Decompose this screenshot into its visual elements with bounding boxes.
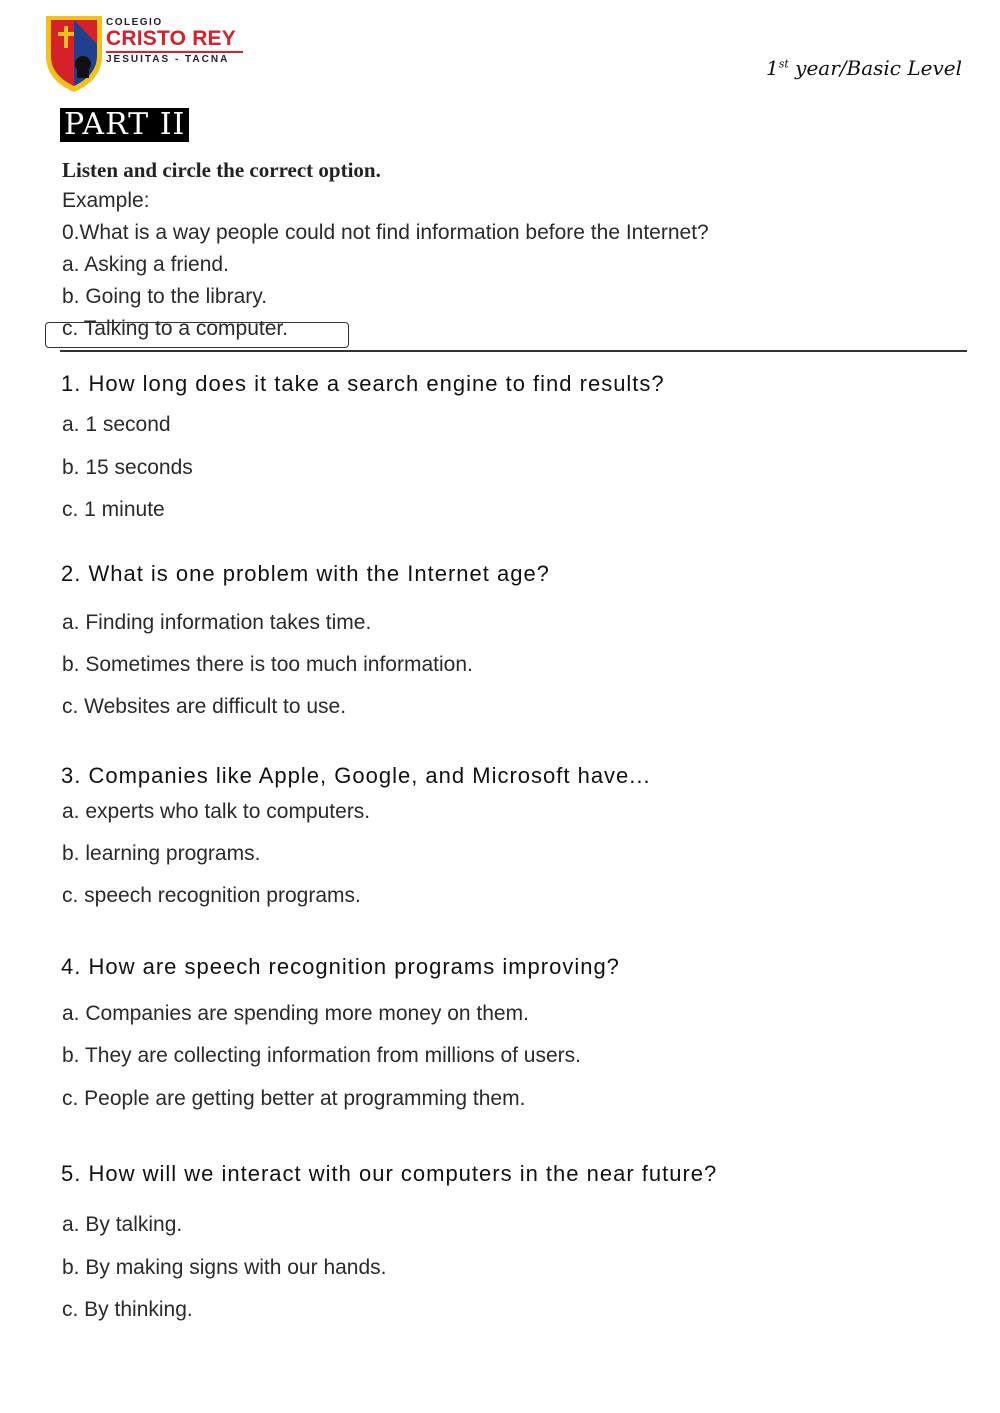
q4-option-a[interactable]: a. Companies are spending more money on them. [62,1002,529,1025]
question-2: 2. What is one problem with the Internet age? [61,561,550,586]
q3-option-b[interactable]: b. learning programs. [62,842,261,865]
question-5: 5. How will we interact with our computers in the near future? [61,1161,718,1186]
school-logo [44,14,254,94]
shield-crest-icon [44,14,104,94]
divider-rule [60,350,967,352]
example-label: Example: [62,189,150,212]
q5-option-a[interactable]: a. By talking. [62,1213,183,1236]
q1-option-c[interactable]: c. 1 minute [62,498,165,521]
q5-option-b[interactable]: b. By making signs with our hands. [62,1256,387,1279]
part-title: PART II [60,108,189,142]
q3-option-a[interactable]: a. experts who talk to computers. [62,800,371,823]
q3-option-c[interactable]: c. speech recognition programs. [62,884,361,907]
level-ordinal: st [778,57,789,71]
example-answer-circle [45,322,349,348]
level-label [766,56,962,80]
instruction: Listen and circle the correct option. [62,158,381,182]
q4-option-b[interactable]: b. They are collecting information from millions of users. [62,1044,581,1067]
logo-colegio-text: COLEGIO [106,17,163,28]
logo-divider [106,51,243,53]
logo-school-name: CRISTO REY [106,27,236,50]
q5-option-c[interactable]: c. By thinking. [62,1298,193,1321]
example-option-a: a. Asking a friend. [62,253,229,276]
logo-subtitle: JESUITAS - TACNA [106,54,230,65]
level-text: year/Basic Level [788,56,962,80]
example-option-c: c. Talking to a computer. [62,317,289,340]
question-3: 3. Companies like Apple, Google, and Microsoft have... [61,763,651,788]
q2-option-a[interactable]: a. Finding information takes time. [62,611,372,634]
q4-option-c[interactable]: c. People are getting better at programming them. [62,1087,526,1110]
question-4: 4. How are speech recognition programs improving? [61,954,620,979]
example-option-b: b. Going to the library. [62,285,268,308]
level-number: 1 [765,56,779,80]
example-question: 0.What is a way people could not find information before the Internet? [62,221,709,244]
q2-option-c[interactable]: c. Websites are difficult to use. [62,695,347,718]
q1-option-b[interactable]: b. 15 seconds [62,456,193,479]
question-1: 1. How long does it take a search engine to find results? [61,371,665,396]
q2-option-b[interactable]: b. Sometimes there is too much information. [62,653,473,676]
q1-option-a[interactable]: a. 1 second [62,413,171,436]
